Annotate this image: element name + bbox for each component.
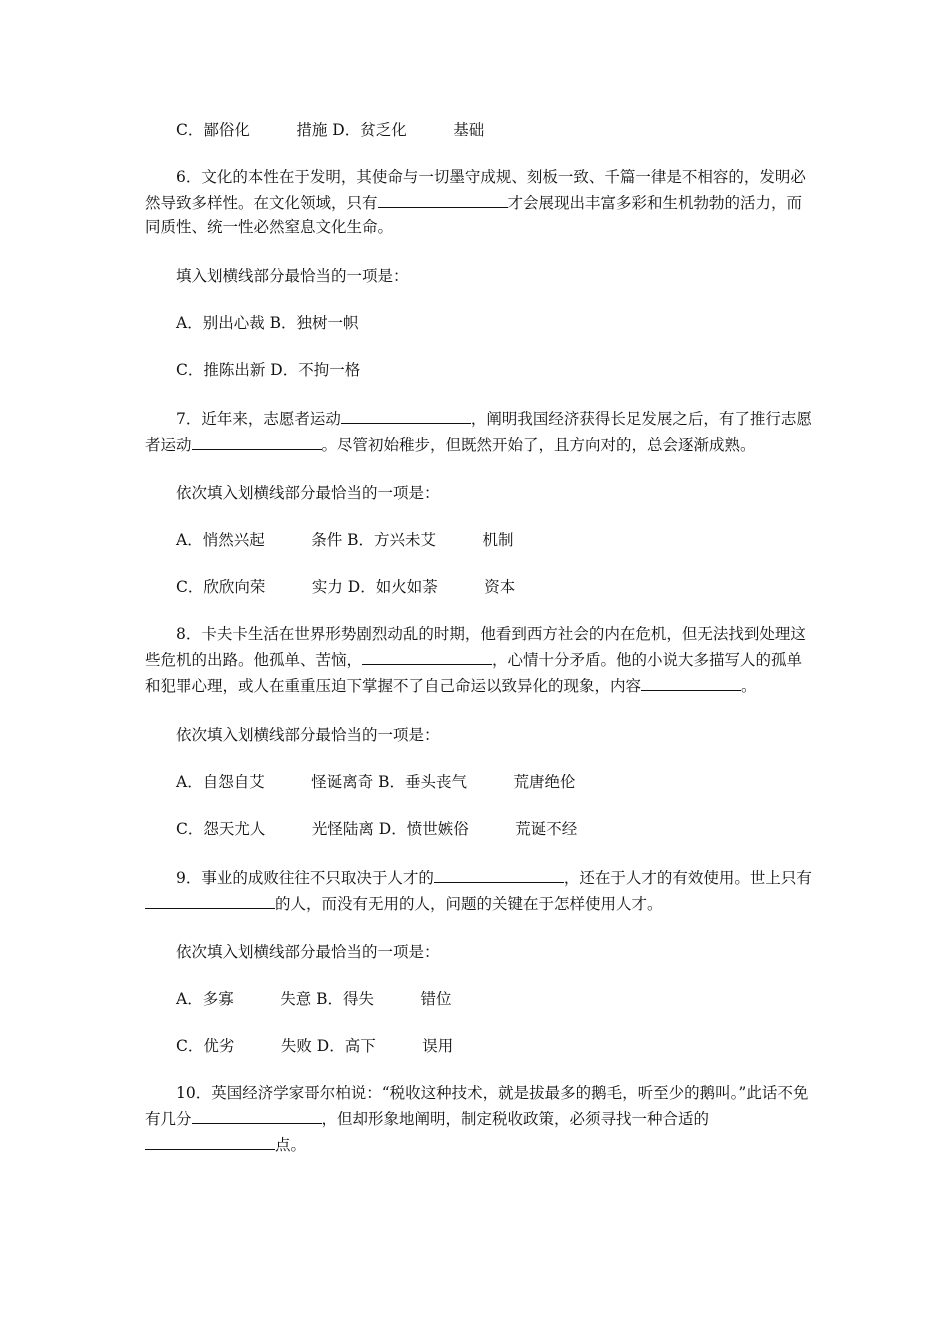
q8-prompt: 依次填入划横线部分最恰当的一项是：: [176, 726, 440, 744]
q6-text-before: 6．文化的本性在于发明，其使命与一切墨守成规、刻板一致、千篇一律是不相容的，发明必然导致多样性。在文化领域，只有: [145, 168, 806, 212]
answer-blank: [145, 890, 275, 909]
q8-text-3: 。: [741, 677, 757, 695]
q7-prompt: 依次填入划横线部分最恰当的一项是：: [176, 484, 440, 502]
q9-text-3: 的人，而没有无用的人，问题的关键在于怎样使用人才。: [275, 895, 663, 913]
q5-option-c: C．鄙俗化 措施 D．贫乏化 基础: [176, 121, 485, 139]
q6-options-ab: A．别出心裁 B．独树一帜: [176, 314, 359, 332]
question-7: [145, 405, 815, 457]
answer-blank: [434, 864, 564, 883]
q8-options-cd: C．怨天尤人 光怪陆离 D．愤世嫉俗 荒诞不经: [176, 820, 578, 838]
q7-options-cd: C．欣欣向荣 实力 D．如火如荼 资本: [176, 578, 516, 596]
answer-blank: [362, 646, 492, 665]
answer-blank: [192, 431, 322, 450]
q9-text-2: ，还在于人才的有效使用。世上只有: [563, 869, 812, 887]
q8-options-ab: A．自怨自艾 怪诞离奇 B．垂头丧气 荒唐绝伦: [176, 773, 576, 791]
q6-options-cd: C．推陈出新 D．不拘一格: [176, 361, 361, 379]
q6-text-after: 才会展现出丰富多彩和生机勃勃的活力，而同质性、统一性必然窒息文化生命。: [145, 194, 803, 236]
document-page: [145, 118, 815, 1180]
question-8: [145, 622, 815, 698]
q6-prompt: 填入划横线部分最恰当的一项是：: [176, 267, 409, 285]
q9-options-ab: A．多寡 失意 B．得失 错位: [176, 990, 452, 1008]
answer-blank: [341, 405, 471, 424]
q8-text-1: 8．卡夫卡生活在世界形势剧烈动乱的时期，他看到西方社会的内在危机，但无法找到处理这些危机的出路。他孤单、苦恼，: [145, 625, 806, 669]
q10-text-2: ，但却形象地阐明，制定税收政策，必须寻找一种合适的: [321, 1110, 710, 1128]
question-6: [145, 165, 815, 239]
answer-blank: [145, 1131, 275, 1150]
q9-options-cd: C．优劣 失败 D．高下 误用: [176, 1037, 454, 1055]
question-10: [145, 1081, 815, 1157]
q7-options-ab: A．悄然兴起 条件 B．方兴未艾 机制: [176, 531, 514, 549]
question-9: [145, 864, 815, 916]
q7-text-2: ，阐明我国经济获得长足发展之后，有了推行志愿者运动: [145, 410, 812, 454]
q10-text-1: 10．英国经济学家哥尔柏说：“税收这种技术，就是拔最多的鹅毛，听至少的鹅叫。”此话不免有几分: [145, 1084, 809, 1128]
q9-prompt: 依次填入划横线部分最恰当的一项是：: [176, 943, 440, 961]
q8-text-2: ，心情十分矛盾。他的小说大多描写人的孤单和犯罪心理，或人在重重压迫下掌握不了自己命运以致异化的现象，内容: [145, 651, 803, 695]
answer-blank: [192, 1105, 322, 1124]
q10-text-3: 点。: [275, 1136, 307, 1154]
q7-text-1: 7．近年来，志愿者运动: [176, 410, 341, 428]
q7-text-3: 。尽管初始稚步，但既然开始了，且方向对的，总会逐渐成熟。: [321, 436, 756, 454]
answer-blank: [641, 672, 741, 691]
q9-text-1: 9．事业的成败往往不只取决于人才的: [176, 869, 434, 887]
answer-blank: [378, 189, 508, 208]
